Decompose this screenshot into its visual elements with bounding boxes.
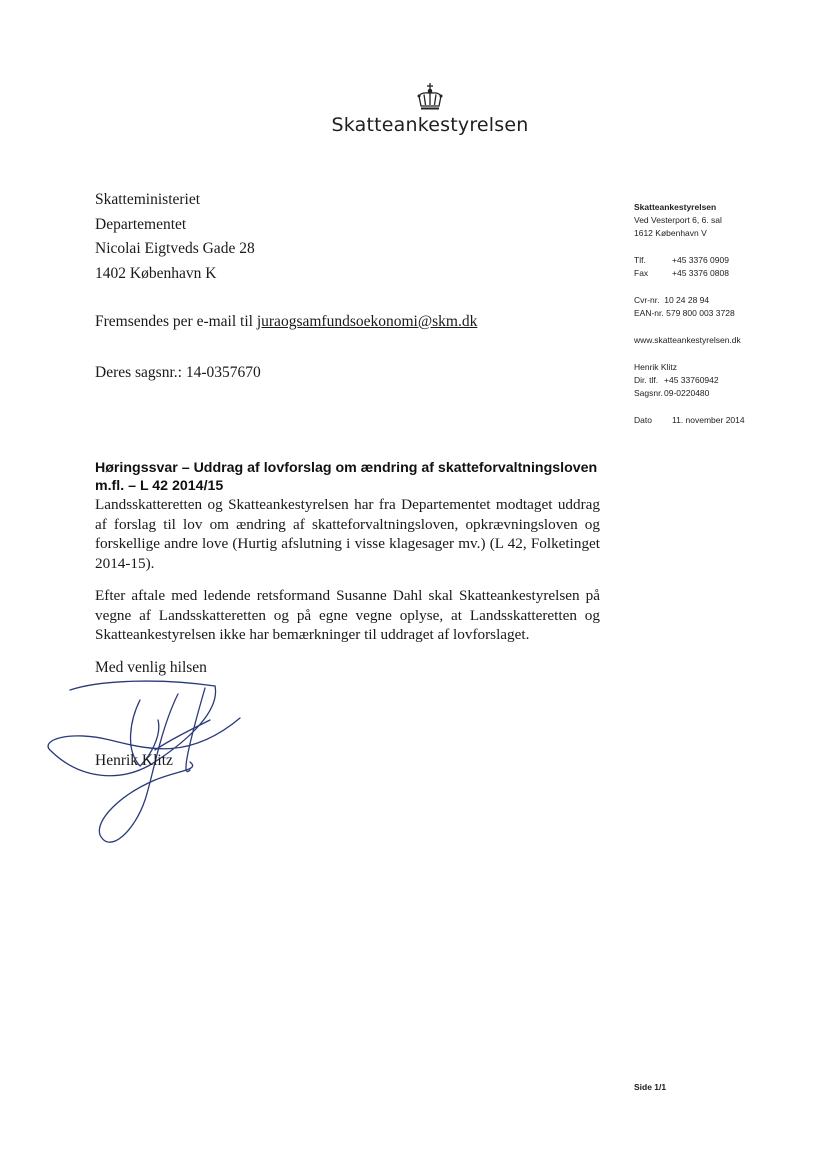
- closing-greeting: Med venlig hilsen: [95, 659, 207, 676]
- recipient-line: Skatteministeriet: [95, 191, 201, 208]
- body-paragraph-1: Landsskatteretten og Skatteankestyrelsen har fra Departementet modtaget uddrag af forslag til lov om ændring af skatteforvaltningsloven, opkrævningsloven og forskellige andre love (Hurtig afslutning i visse klagesager mv.) (L 42, Folketinget 2014-15).: [95, 496, 600, 572]
- crown-icon: [416, 82, 444, 112]
- ean-value: 579 800 003 3728: [666, 308, 735, 318]
- cvr-value: 10 24 28 94: [664, 295, 710, 305]
- direct-phone-label: Dir. tlf.: [634, 375, 659, 385]
- date-label: Dato: [634, 415, 652, 425]
- cvr-label: Cvr-nr.: [634, 295, 660, 305]
- recipient-line: Nicolai Eigtveds Gade 28: [95, 240, 255, 257]
- sidebar-address2: 1612 København V: [634, 228, 707, 238]
- sidebar-website[interactable]: www.skatteankestyrelsen.dk: [634, 335, 741, 345]
- sidebar-ean: [634, 307, 745, 320]
- email-link[interactable]: juraogsamfundsoekonomi@skm.dk: [256, 313, 478, 330]
- recipient-line: Departementet: [95, 215, 187, 233]
- page-number: Side 1/1: [634, 1082, 667, 1092]
- sidebar-date: [634, 414, 745, 427]
- phone-value: +45 3376 0909: [672, 255, 729, 265]
- case-number-label: Sagsnr.: [634, 388, 663, 398]
- sidebar-contact-name: Henrik Klitz: [634, 362, 677, 372]
- sidebar-cvr: [634, 294, 745, 307]
- fax-label: Fax: [634, 268, 649, 278]
- recipient-line: 1402 København K: [95, 264, 217, 282]
- email-line: [95, 313, 477, 331]
- organization-name: Skatteankestyrelsen: [331, 114, 529, 136]
- sidebar-case-number: [634, 387, 745, 400]
- phone-label: Tlf.: [634, 255, 646, 265]
- date-value: 11. november 2014: [672, 415, 745, 425]
- sidebar-direct-phone: [634, 374, 745, 387]
- email-prefix: Fremsendes per e-mail til: [95, 313, 257, 330]
- letter-subject: [95, 459, 615, 495]
- case-number-value: 09-0220480: [664, 388, 710, 398]
- sidebar-phone: [634, 254, 745, 267]
- body-paragraph-2: Efter aftale med ledende retsformand Susanne Dahl skal Skatteankestyrelsen på vegne af Landsskatteretten og på egne vegne oplyse, at Landsskatteretten og Skatteankestyrelsen ikke har bemærkninger til uddraget af lovforslaget.: [95, 587, 600, 643]
- recipient-address: [95, 188, 255, 286]
- fax-value: +45 3376 0808: [672, 268, 729, 278]
- signer-name: Henrik Klitz: [95, 752, 173, 769]
- letterhead: [300, 82, 560, 136]
- subject-line1: Høringssvar – Uddrag af lovforslag om ændring af skatteforvaltningsloven: [95, 460, 598, 476]
- direct-phone-value: +45 33760942: [664, 375, 719, 385]
- ean-label: EAN-nr.: [634, 308, 664, 318]
- sidebar-fax: [634, 267, 745, 280]
- case-reference: Deres sagsnr.: 14-0357670: [95, 364, 261, 381]
- sidebar-address1: Ved Vesterport 6, 6. sal: [634, 215, 722, 225]
- subject-line2: m.fl. – L 42 2014/15: [95, 478, 224, 494]
- sender-info-sidebar: [634, 201, 745, 427]
- sidebar-org: Skatteankestyrelsen: [634, 202, 717, 212]
